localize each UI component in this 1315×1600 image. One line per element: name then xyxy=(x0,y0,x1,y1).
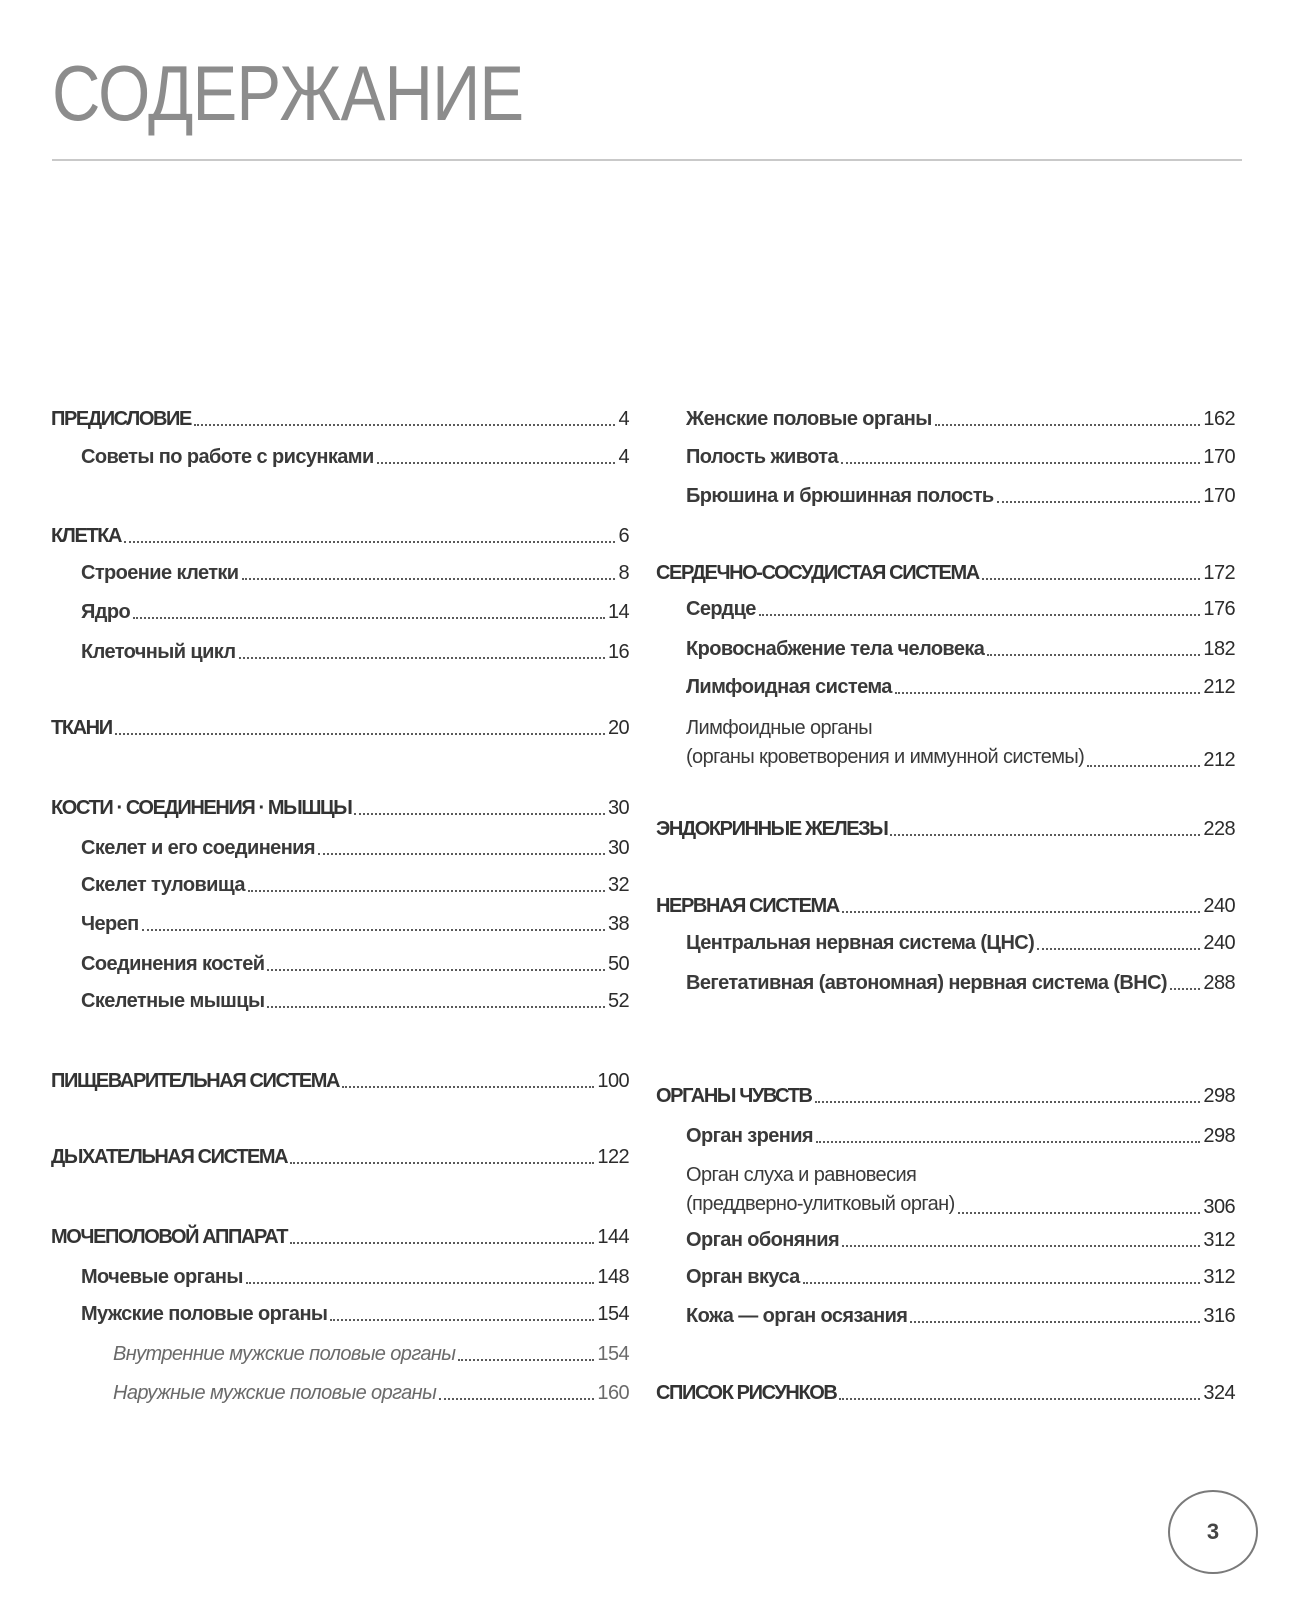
toc-entry-label: Скелетные мышцы xyxy=(81,990,265,1012)
toc-entry-page: 100 xyxy=(597,1070,629,1092)
toc-entry-page: 240 xyxy=(1203,895,1235,917)
toc-entry-label: Орган зрения xyxy=(686,1125,813,1147)
toc-entry-label: КОСТИ · СОЕДИНЕНИЯ · МЫШЦЫ xyxy=(51,797,352,819)
toc-entry-page: 122 xyxy=(597,1146,629,1168)
toc-entry-page: 312 xyxy=(1203,1229,1235,1251)
toc-entry-label: Мочевые органы xyxy=(81,1266,243,1288)
toc-entry-page: 30 xyxy=(607,837,629,859)
toc-entry-page: 212 xyxy=(1203,676,1235,698)
toc-entry-page: 148 xyxy=(597,1266,629,1288)
dot-leader xyxy=(759,614,1201,616)
toc-entry-label xyxy=(686,714,1084,772)
dot-leader xyxy=(115,733,605,735)
dot-leader xyxy=(248,890,605,892)
toc-entry[interactable] xyxy=(51,874,629,897)
toc-entry[interactable] xyxy=(51,1146,629,1169)
toc-entry[interactable] xyxy=(51,1070,629,1093)
dot-leader xyxy=(987,654,1200,656)
toc-entry[interactable] xyxy=(51,525,629,548)
dot-leader xyxy=(242,578,616,580)
dot-leader xyxy=(935,424,1201,426)
dot-leader xyxy=(194,424,615,426)
toc-entry[interactable] xyxy=(656,598,1235,621)
toc-entry[interactable] xyxy=(51,1382,629,1405)
toc-entry-page: 32 xyxy=(607,874,629,896)
toc-entry-page: 154 xyxy=(597,1343,629,1365)
toc-entry-label: Брюшина и брюшинная полость xyxy=(686,485,994,507)
dot-leader xyxy=(290,1162,594,1164)
toc-entry[interactable] xyxy=(656,446,1235,469)
toc-entry-page: 306 xyxy=(1203,1196,1235,1218)
toc-entry-label-line1: Лимфоидные органы xyxy=(686,717,873,739)
toc-entry[interactable] xyxy=(51,797,629,820)
toc-entry-two-line[interactable] xyxy=(656,714,1235,772)
toc-entry[interactable] xyxy=(656,1305,1235,1328)
dot-leader xyxy=(458,1359,594,1361)
toc-entry-label: Клеточный цикл xyxy=(81,641,236,663)
toc-entry[interactable] xyxy=(51,990,629,1013)
toc-entry-label: Центральная нервная система (ЦНС) xyxy=(686,932,1035,954)
toc-entry[interactable] xyxy=(656,408,1235,431)
toc-entry[interactable] xyxy=(51,1303,629,1326)
toc-entry-label: НЕРВНАЯ СИСТЕМА xyxy=(656,895,839,917)
toc-entry[interactable] xyxy=(656,1382,1235,1405)
toc-entry-label: ПИЩЕВАРИТЕЛЬНАЯ СИСТЕМА xyxy=(51,1070,340,1092)
toc-entry-label: Строение клетки xyxy=(81,562,239,584)
toc-entry-label: МОЧЕПОЛОВОЙ АППАРАТ xyxy=(51,1226,288,1248)
toc-entry-page: 212 xyxy=(1203,749,1235,771)
dot-leader xyxy=(890,834,1200,836)
toc-entry-label: КЛЕТКА xyxy=(51,525,122,547)
toc-entry-page: 30 xyxy=(607,797,629,819)
dot-leader xyxy=(958,1212,1201,1214)
dot-leader xyxy=(982,578,1201,580)
dot-leader xyxy=(342,1086,594,1088)
toc-entry-page: 52 xyxy=(607,990,629,1012)
toc-entry-page: 176 xyxy=(1203,598,1235,620)
toc-entry[interactable] xyxy=(656,932,1235,955)
toc-entry-page: 50 xyxy=(607,953,629,975)
page-title: СОДЕРЖАНИЕ xyxy=(52,49,524,137)
toc-entry[interactable] xyxy=(656,818,1235,841)
toc-entry[interactable] xyxy=(656,485,1235,508)
toc-entry-label: Полость живота xyxy=(686,446,839,468)
toc-entry-label: Кожа — орган осязания xyxy=(686,1305,908,1327)
toc-entry-page: 170 xyxy=(1203,485,1235,507)
toc-entry-label: ОРГАНЫ ЧУВСТВ xyxy=(656,1085,812,1107)
dot-leader xyxy=(815,1101,1201,1103)
toc-entry[interactable] xyxy=(51,1343,629,1366)
toc-entry-label: ЭНДОКРИННЫЕ ЖЕЛЕЗЫ xyxy=(656,818,888,840)
toc-entry-page: 160 xyxy=(597,1382,629,1404)
toc-entry-page: 4 xyxy=(618,408,629,430)
toc-entry[interactable] xyxy=(51,562,629,585)
toc-entry-label-line1: Орган слуха и равновесия xyxy=(686,1164,917,1186)
toc-entry-label: Мужские половые органы xyxy=(81,1303,328,1325)
dot-leader xyxy=(839,1398,1200,1400)
toc-entry-page: 162 xyxy=(1203,408,1235,430)
toc-entry-label: Лимфоидная система xyxy=(686,676,892,698)
dot-leader xyxy=(354,813,605,815)
dot-leader xyxy=(377,462,616,464)
toc-entry-page: 324 xyxy=(1203,1382,1235,1404)
dot-leader xyxy=(133,617,605,619)
page-number-badge xyxy=(1168,1490,1258,1574)
toc-entry[interactable] xyxy=(656,895,1235,918)
toc-entry[interactable] xyxy=(656,562,1235,585)
dot-leader xyxy=(439,1398,594,1400)
toc-entry-label: Ядро xyxy=(81,601,131,623)
dot-leader xyxy=(1087,765,1200,767)
toc-entry-label: Советы по работе с рисунками xyxy=(81,446,374,468)
dot-leader xyxy=(267,1006,605,1008)
dot-leader xyxy=(842,911,1201,913)
toc-entry-label: Наружные мужские половые органы xyxy=(113,1382,437,1404)
toc-entry[interactable] xyxy=(51,913,629,936)
toc-entry[interactable] xyxy=(656,1229,1235,1252)
dot-leader xyxy=(997,501,1201,503)
toc-entry-page: 170 xyxy=(1203,446,1235,468)
toc-entry[interactable] xyxy=(656,972,1235,995)
toc-entry-page: 312 xyxy=(1203,1266,1235,1288)
dot-leader xyxy=(318,853,605,855)
toc-entry-page: 298 xyxy=(1203,1085,1235,1107)
dot-leader xyxy=(1037,948,1200,950)
toc-entry-page: 16 xyxy=(607,641,629,663)
toc-entry-label: Сердце xyxy=(686,598,756,620)
page-number: 3 xyxy=(1206,1519,1220,1544)
toc-entry[interactable] xyxy=(51,601,629,624)
toc-entry-label: Череп xyxy=(81,913,139,935)
toc-entry[interactable] xyxy=(51,837,629,860)
toc-entry-page: 38 xyxy=(607,913,629,935)
toc-entry-label: Женские половые органы xyxy=(686,408,932,430)
toc-entry-page: 298 xyxy=(1203,1125,1235,1147)
toc-entry-page: 8 xyxy=(618,562,629,584)
dot-leader xyxy=(124,541,615,543)
dot-leader xyxy=(290,1242,594,1244)
toc-entry-label: Орган вкуса xyxy=(686,1266,800,1288)
toc-entry-label: Соединения костей xyxy=(81,953,265,975)
dot-leader xyxy=(841,462,1200,464)
toc-entry-page: 228 xyxy=(1203,818,1235,840)
toc-entry-label: СПИСОК РИСУНКОВ xyxy=(656,1382,837,1404)
toc-entry[interactable] xyxy=(51,953,629,976)
toc-entry[interactable] xyxy=(51,1266,629,1289)
toc-entry[interactable] xyxy=(656,638,1235,661)
dot-leader xyxy=(267,969,605,971)
toc-entry-page: 4 xyxy=(618,446,629,468)
toc-entry-label xyxy=(686,1161,955,1219)
toc-entry-page: 144 xyxy=(597,1226,629,1248)
toc-entry-label-line2: (органы кроветворения и иммунной системы) xyxy=(686,746,1085,768)
dot-leader xyxy=(142,929,605,931)
toc-entry-two-line[interactable] xyxy=(656,1161,1235,1219)
toc-entry[interactable] xyxy=(51,1226,629,1249)
dot-leader xyxy=(330,1319,594,1321)
dot-leader xyxy=(1170,988,1200,990)
toc-entry[interactable] xyxy=(656,676,1235,699)
toc-entry-page: 14 xyxy=(607,601,629,623)
toc-entry-page: 6 xyxy=(618,525,629,547)
toc-entry-page: 20 xyxy=(607,717,629,739)
toc-entry-page: 316 xyxy=(1203,1305,1235,1327)
toc-entry[interactable] xyxy=(51,717,629,740)
toc-entry[interactable] xyxy=(656,1085,1235,1108)
toc-entry-label: Скелет туловища xyxy=(81,874,245,896)
toc-entry-label: ДЫХАТЕЛЬНАЯ СИСТЕМА xyxy=(51,1146,288,1168)
dot-leader xyxy=(910,1321,1200,1323)
toc-entry-label: Вегетативная (автономная) нервная система (ВНС) xyxy=(686,972,1167,994)
dot-leader xyxy=(895,692,1201,694)
toc-entry-page: 288 xyxy=(1203,972,1235,994)
toc-entry-page: 172 xyxy=(1203,562,1235,584)
dot-leader xyxy=(246,1282,595,1284)
toc-entry-label: ТКАНИ xyxy=(51,717,112,739)
dot-leader xyxy=(816,1141,1200,1143)
toc-entry-label: Скелет и его соединения xyxy=(81,837,315,859)
toc-entry-page: 240 xyxy=(1203,932,1235,954)
toc-entry-page: 154 xyxy=(597,1303,629,1325)
toc-entry-label: Кровоснабжение тела человека xyxy=(686,638,985,660)
toc-entry[interactable] xyxy=(51,446,629,469)
title-divider xyxy=(52,159,1242,161)
toc-entry-label: Внутренние мужские половые органы xyxy=(113,1343,456,1365)
toc-entry-label-line2: (преддверно-улитковый орган) xyxy=(686,1193,955,1215)
toc-entry[interactable] xyxy=(51,408,629,431)
toc-entry-label: СЕРДЕЧНО-СОСУДИСТАЯ СИСТЕМА xyxy=(656,562,979,584)
dot-leader xyxy=(803,1282,1201,1284)
toc-entry-label: ПРЕДИСЛОВИЕ xyxy=(51,408,191,430)
toc-entry-label: Орган обоняния xyxy=(686,1229,840,1251)
toc-entry[interactable] xyxy=(656,1266,1235,1289)
toc-entry[interactable] xyxy=(656,1125,1235,1148)
dot-leader xyxy=(842,1245,1200,1247)
toc-entry-page: 182 xyxy=(1203,638,1235,660)
dot-leader xyxy=(239,657,605,659)
toc-entry[interactable] xyxy=(51,641,629,664)
